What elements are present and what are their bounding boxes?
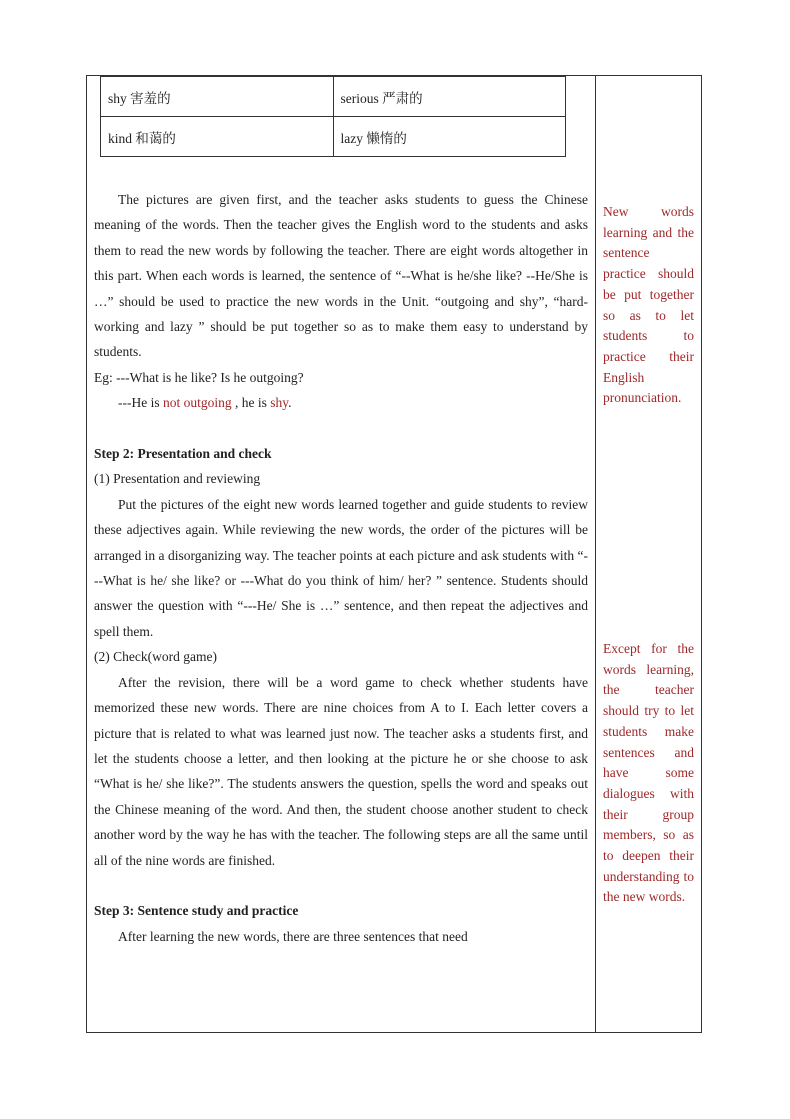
presentation-paragraph: Put the pictures of the eight new words learned together and guide students to review these adjectives again. While reviewing the new words, the order of the pictures will be arranged in a disorganizing way. The teacher points at each picture and ask students with “---What is he/ she like? or ---What do you think of him/ her? ” sentence. Students should answer the question with “---He/ She is …” sentence, and then repeat the adjectives and spell them.: [94, 496, 588, 639]
word-game-paragraph: After the revision, there will be a word game to check whether students have memorized these new words. There are nine choices from A to I. Each letter covers a picture that is related to what was learned just now. The teacher asks a students first, and let the students choose a letter, and then looking at the picture he or she choose to ask “What is he/ she like?”. The students answers the question, spells the word and speaks out the Chinese meaning of the word. And then, the student choose another student to check another word by the way he has with the teacher. The following steps are all the same until all of the nine words are finished.: [94, 674, 588, 868]
step3-heading: Step 3: Sentence study and practice: [94, 903, 299, 919]
vocab-cell-serious: serious 严肃的: [333, 77, 566, 117]
vocab-table: [100, 76, 566, 157]
answer-highlight-not-outgoing: not outgoing: [162, 395, 232, 411]
vocab-cell-kind: kind 和蔼的: [101, 117, 334, 157]
side-note-pronunciation: New words learning and the sentence practice should be put together so as to let students to practice their English pronunciation.: [603, 204, 694, 406]
spacer: [94, 873, 588, 898]
vocab-cell-shy: shy 害羞的: [101, 77, 334, 117]
sub-heading-presentation: (1) Presentation and reviewing: [94, 471, 261, 487]
answer-highlight-shy: shy: [270, 395, 289, 411]
table-row: [101, 117, 566, 157]
answer-middle: , he is: [231, 395, 271, 411]
side-note-dialogues: Except for the words learning, the teacher should try to let students make sentences and have some dialogues with their group members, so as to deepen their understanding to the new words.: [603, 641, 694, 905]
example-line: Eg: ---What is he like? Is he outgoing?: [94, 369, 304, 385]
answer-prefix: ---He is: [118, 395, 163, 411]
answer-end: .: [288, 395, 292, 411]
example-answer: [94, 390, 588, 415]
spacer: [94, 416, 588, 441]
vocab-cell-lazy: lazy 懒惰的: [333, 117, 566, 157]
sentence-study-paragraph: After learning the new words, there are three sentences that need: [118, 928, 468, 944]
main-column: [94, 187, 588, 949]
sub-heading-check: (2) Check(word game): [94, 649, 217, 665]
step2-heading: Step 2: Presentation and check: [94, 446, 272, 462]
intro-paragraph: The pictures are given first, and the teacher asks students to guess the Chinese meaning of the words. Then the teacher gives the English word to the students and asks them to read the new words by following the teacher. There are eight words altogether in this part. When each words is learned, the sentence of “--What is he/she like? --He/She is …” should be used to practice the new words in the Unit. “outgoing and shy”, “hard-working and lazy ” should be put together so as to make them easy to understand by students.: [94, 192, 588, 360]
column-divider: [595, 75, 596, 1033]
table-row: [101, 77, 566, 117]
